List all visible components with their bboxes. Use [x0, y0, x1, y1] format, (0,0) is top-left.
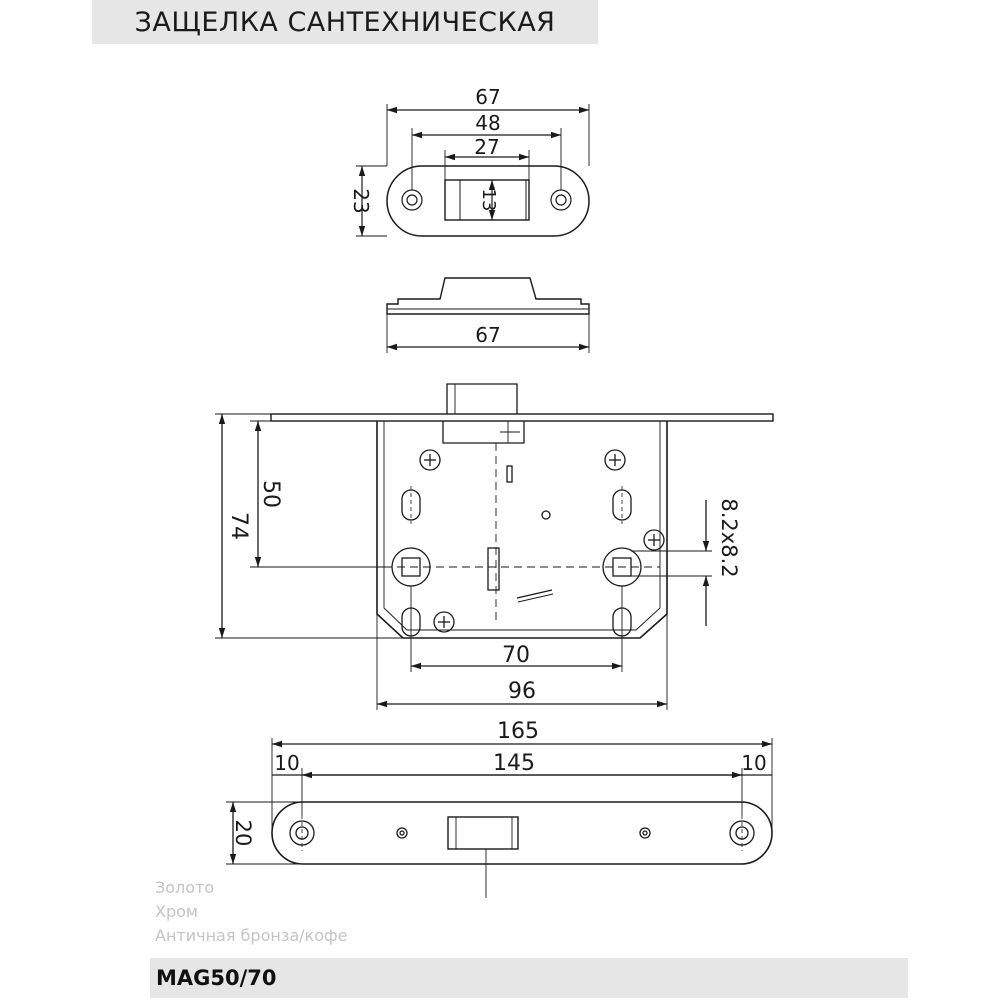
- lock-body-view: [215, 384, 773, 710]
- screw-mid-right: [644, 530, 664, 550]
- finish-chrome: Хром: [155, 902, 198, 921]
- faceplate-hole-left: [290, 815, 314, 851]
- dim-label-profile-67: 67: [475, 323, 501, 347]
- dim-label-faceplate-145: 145: [493, 751, 535, 776]
- slot-hole-left: [402, 486, 420, 524]
- pivot-pin: [542, 511, 550, 519]
- strike-plate-view: [356, 104, 589, 236]
- dim-label-strike-48: 48: [475, 111, 501, 135]
- strike-hole-left: [402, 190, 422, 210]
- model-bar: [150, 958, 908, 998]
- lock-case-outline: [377, 421, 667, 638]
- dim-label-faceplate-20: 20: [231, 819, 255, 847]
- dim-label-faceplate-165: 165: [497, 719, 539, 744]
- faceplate-hole-right: [730, 815, 754, 851]
- center-slot: [488, 548, 499, 590]
- faceplate-outline: [272, 802, 772, 864]
- page-title: ЗАЩЕЛКА САНТЕХНИЧЕСКАЯ: [134, 6, 556, 38]
- finish-antique-bronze: Античная бронза/кофе: [155, 926, 348, 945]
- dim-label-strike-67: 67: [475, 85, 501, 109]
- strike-hole-right: [551, 190, 571, 210]
- dim-label-strike-23: 23: [349, 188, 373, 214]
- faceplate-screw-left: [397, 828, 407, 838]
- faceplate-latch-opening: [448, 817, 518, 849]
- slot-hole-right: [613, 486, 631, 524]
- finish-list: [155, 876, 348, 948]
- faceplate-screw-right: [640, 828, 650, 838]
- screw-top-right: [605, 450, 625, 470]
- dim-label-body-96: 96: [508, 679, 536, 704]
- dim-label-strike-27: 27: [474, 135, 500, 159]
- dim-label-body-50: 50: [258, 480, 283, 508]
- finish-gold: Золото: [155, 878, 215, 897]
- lock-faceplate-edge: [271, 414, 773, 421]
- dim-label-strike-13: 13: [478, 188, 499, 212]
- latch-lever-slot: [507, 466, 512, 482]
- dim-label-body-74: 74: [226, 512, 251, 540]
- model-code: MAG50/70: [156, 966, 277, 990]
- screw-top-left: [420, 450, 440, 470]
- dim-label-faceplate-10-right: 10: [741, 751, 767, 775]
- dim-label-faceplate-10-left: 10: [274, 751, 300, 775]
- screw-bottom: [434, 612, 454, 632]
- dim-label-body-70: 70: [502, 643, 530, 668]
- dim-label-body-spindle: 8.2x8.2: [717, 498, 741, 578]
